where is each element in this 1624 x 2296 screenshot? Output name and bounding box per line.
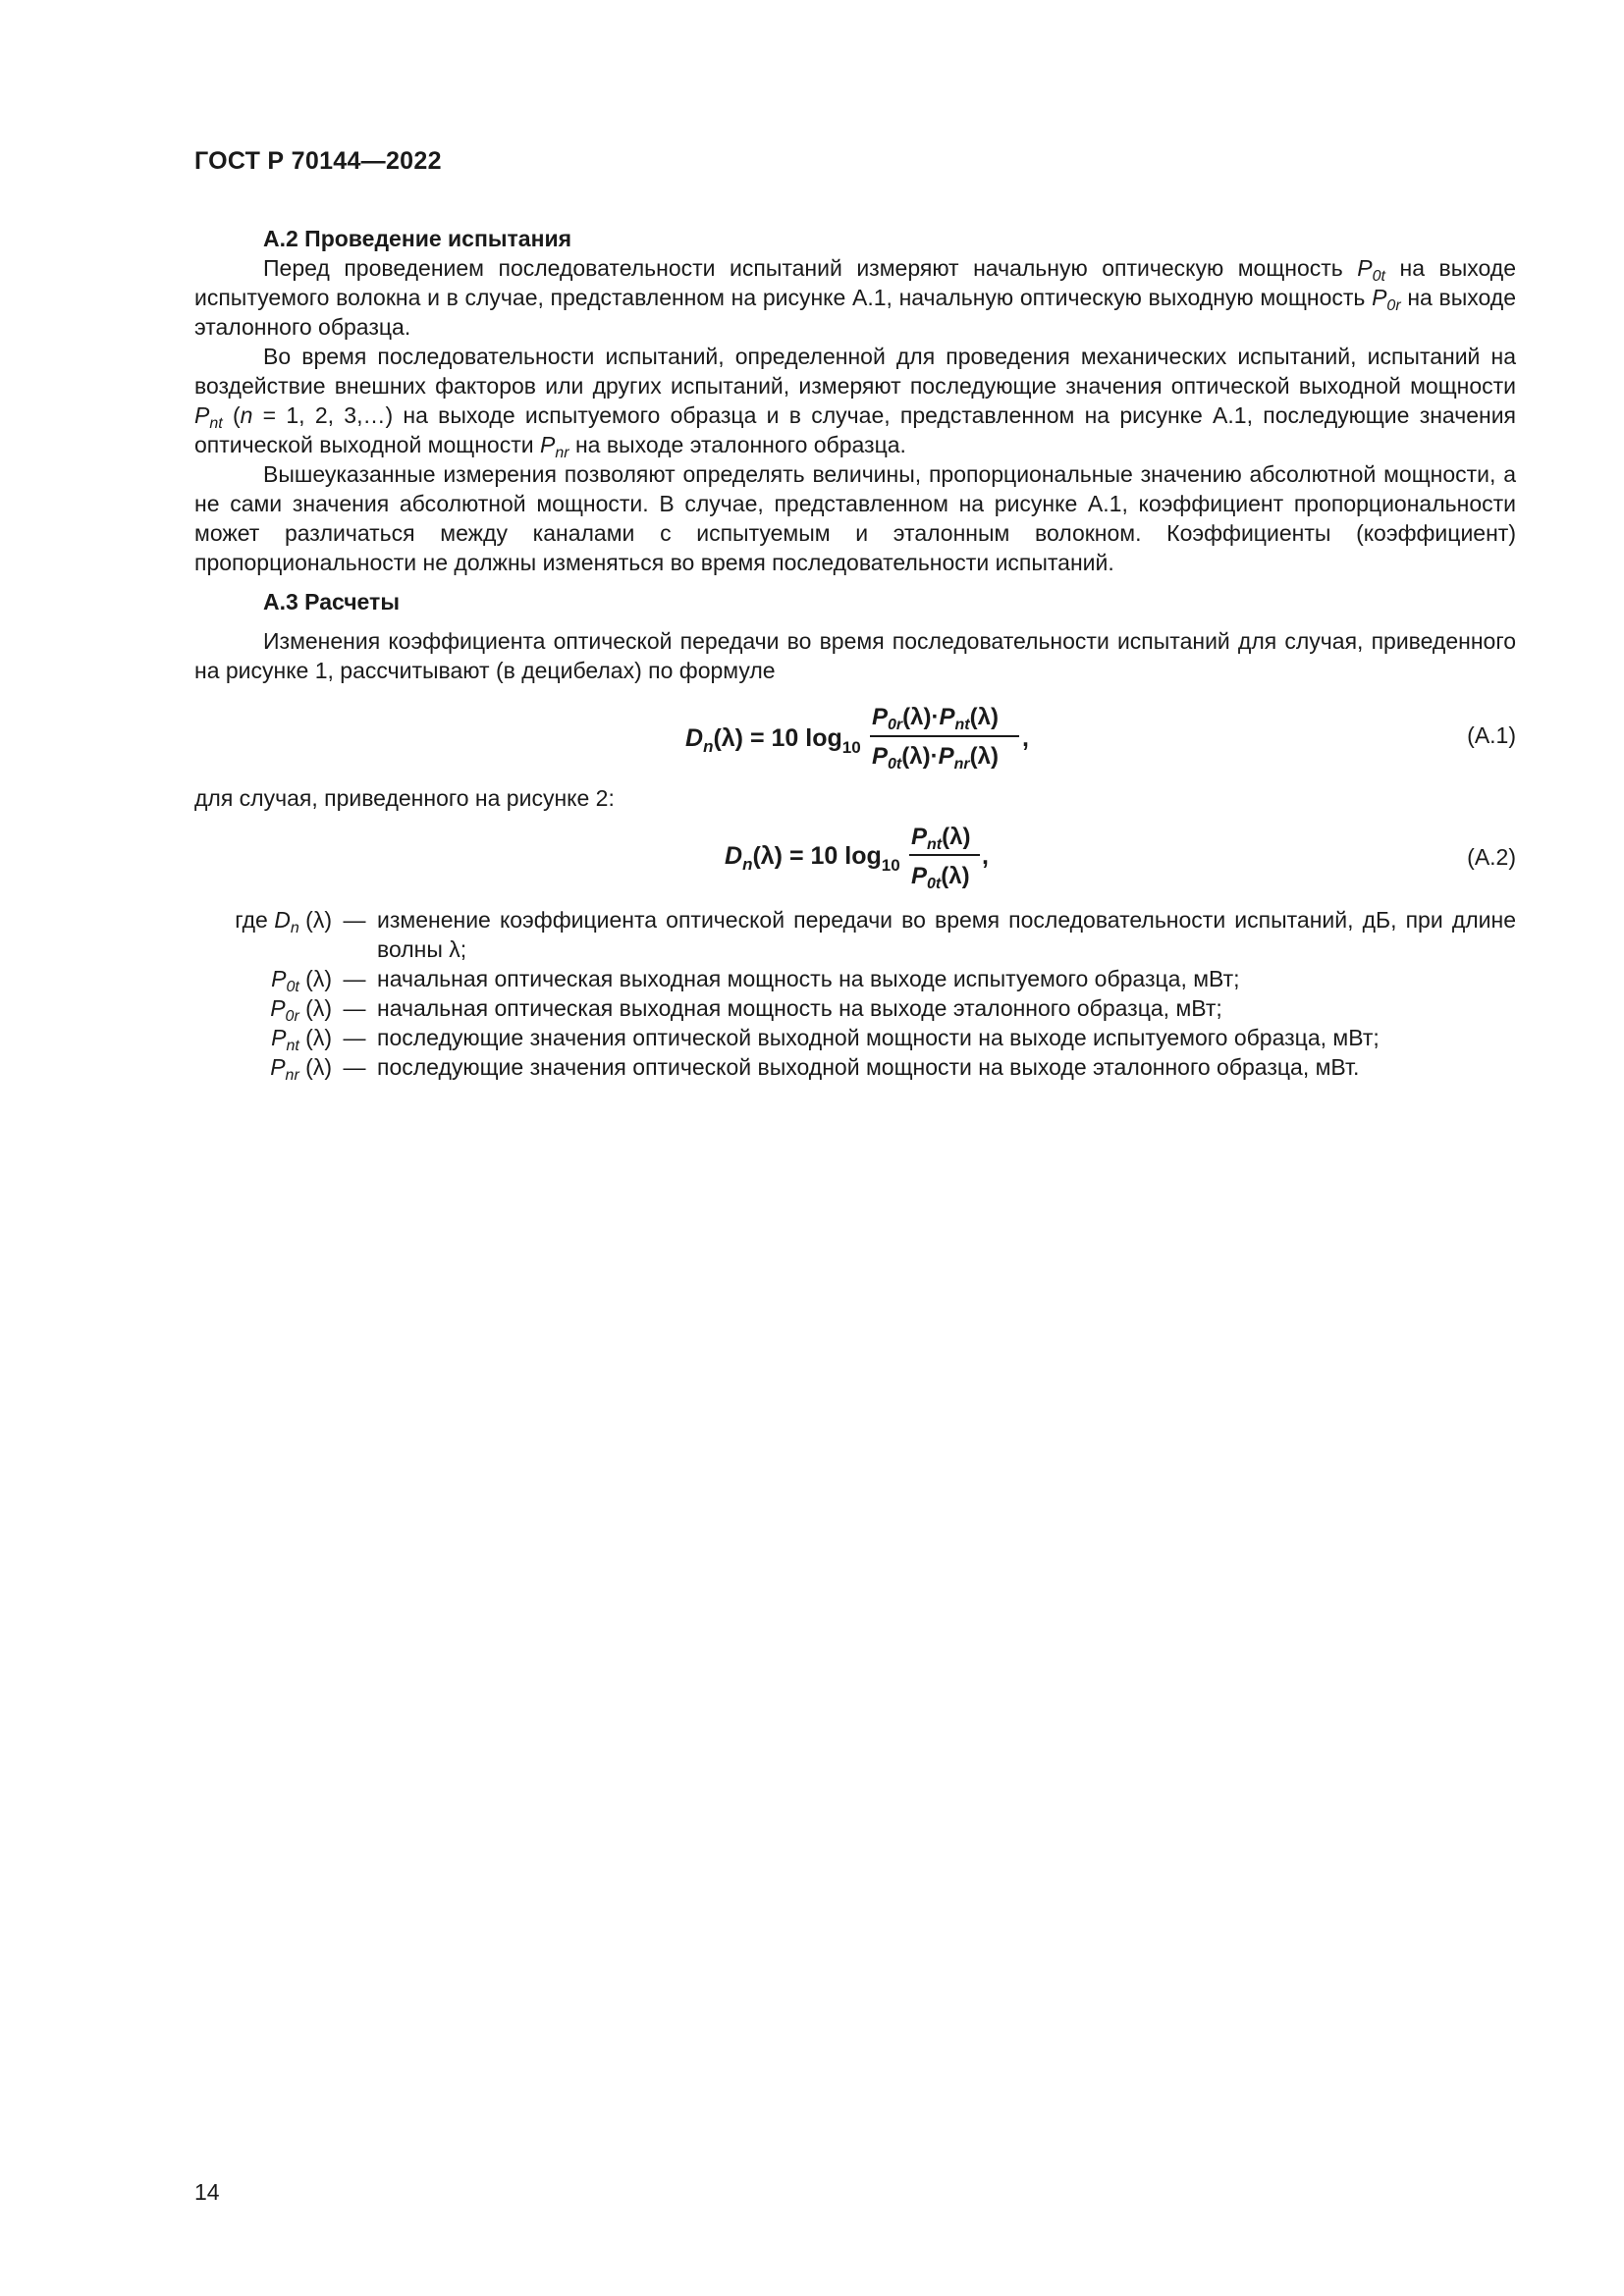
formula-a1	[685, 685, 1039, 783]
legend-description: начальная оптическая выходная мощность на выходе эталонного образца, мВт;	[377, 995, 1222, 1021]
legend-item	[194, 905, 1516, 964]
symbol-legend	[194, 905, 1516, 1082]
equation-a2	[194, 813, 1516, 897]
legend-term: $P_{0t}$ (λ)	[271, 966, 332, 995]
equation-number-a1: (А.1)	[1467, 722, 1516, 748]
svg-text:Dn(λ) = 10 log10: $D_n(\lambda) = 10$ $\log_{10}$	[685, 724, 861, 757]
svg-text:,: ,	[1022, 724, 1029, 752]
equation-a1	[194, 685, 1516, 783]
legend-term: $P_{nr}$ (λ)	[270, 1054, 332, 1084]
legend-item	[194, 1023, 1516, 1052]
legend-dash: —	[343, 966, 366, 991]
svg-text:P0t(λ)·Pnr(λ): $P_{0t}(\lambda)\cdot P_{nr}(\lambda)$	[872, 743, 999, 773]
legend-item	[194, 993, 1516, 1023]
page-content	[194, 224, 1516, 1082]
paragraph-a3-between: для случая, приведенного на рисунке 2:	[194, 785, 615, 811]
legend-dash: —	[343, 1054, 366, 1080]
svg-text:Pnt(λ): $P_{nt}(\lambda)$	[911, 824, 971, 853]
document-code: ГОСТ Р 70144—2022	[194, 147, 442, 175]
paragraph-a3-1: Изменения коэффициента оптической передачи во время последовательности испытаний для случая, приведенного на рисунке 1, рассчитывают (в децибелах) по формуле	[194, 628, 1516, 683]
svg-text:P0t(λ): $P_{0t}(\lambda)$	[911, 863, 970, 892]
legend-term: $P_{nt}$ (λ)	[271, 1025, 332, 1054]
paragraph-a2-2: Во время последовательности испытаний, определенной для проведения механических испытаний, испытаний на воздействие внешних факторов или других испытаний, измеряют последующие значения оптической выходной мощности $P_{nt}$ (n = 1, 2, 3,…) на выходе испытуемого образца и в случае, представленном на рисунке А.1, последующие значения оптической выходной мощности $P_{nr}$ на выходе эталонного образца.	[194, 344, 1517, 461]
legend-description: начальная оптическая выходная мощность на выходе испытуемого образца, мВт;	[377, 966, 1240, 991]
legend-dash: —	[343, 907, 366, 933]
paragraph-a2-3: Вышеуказанные измерения позволяют определять величины, пропорциональные значению абсолютной мощности, а не сами значения абсолютной мощности. В случае, представленном на рисунке А.1, коэффициент пропорциональности может различаться между каналами с испытуемым и эталонным волокном. Коэффициенты (коэффициент) пропорциональности не должны изменяться во время последовательности испытаний.	[194, 461, 1516, 575]
svg-text:P0r(λ)·Pnt(λ): $P_{0r}(\lambda)\cdot P_{nt}(\lambda)$	[872, 704, 999, 733]
legend-item	[194, 964, 1516, 993]
legend-dash: —	[343, 995, 366, 1021]
legend-description: последующие значения оптической выходной мощности на выходе эталонного образца, мВт.	[377, 1054, 1360, 1080]
legend-term: $P_{0r}$ (λ)	[270, 995, 332, 1025]
legend-item	[194, 1052, 1516, 1082]
svg-text:Dn(λ) = 10 log10: $D_n(\lambda) = 10$ $\log_{10}$	[725, 842, 900, 875]
section-heading-a2: А.2 Проведение испытания	[263, 226, 572, 251]
formula-a2	[725, 813, 1000, 897]
page-number: 14	[194, 2179, 220, 2205]
svg-text:,: ,	[982, 842, 989, 870]
legend-description: изменение коэффициента оптической передачи во время последовательности испытаний, дБ, при длине волны λ;	[377, 907, 1516, 962]
section-heading-a3: А.3 Расчеты	[263, 589, 400, 614]
equation-number-a2: (А.2)	[1467, 844, 1516, 870]
legend-description: последующие значения оптической выходной мощности на выходе испытуемого образца, мВт;	[377, 1025, 1380, 1050]
legend-dash: —	[343, 1025, 366, 1050]
legend-term: где $D_n$ (λ)	[235, 907, 332, 936]
paragraph-a2-1: Перед проведением последовательности испытаний измеряют начальную оптическую мощность $P_{0t}$ на выходе испытуемого волокна и в случае, представленном на рисунке А.1, начальную оптическую выходную мощность $P_{0r}$ на выходе эталонного образца.	[194, 255, 1517, 340]
